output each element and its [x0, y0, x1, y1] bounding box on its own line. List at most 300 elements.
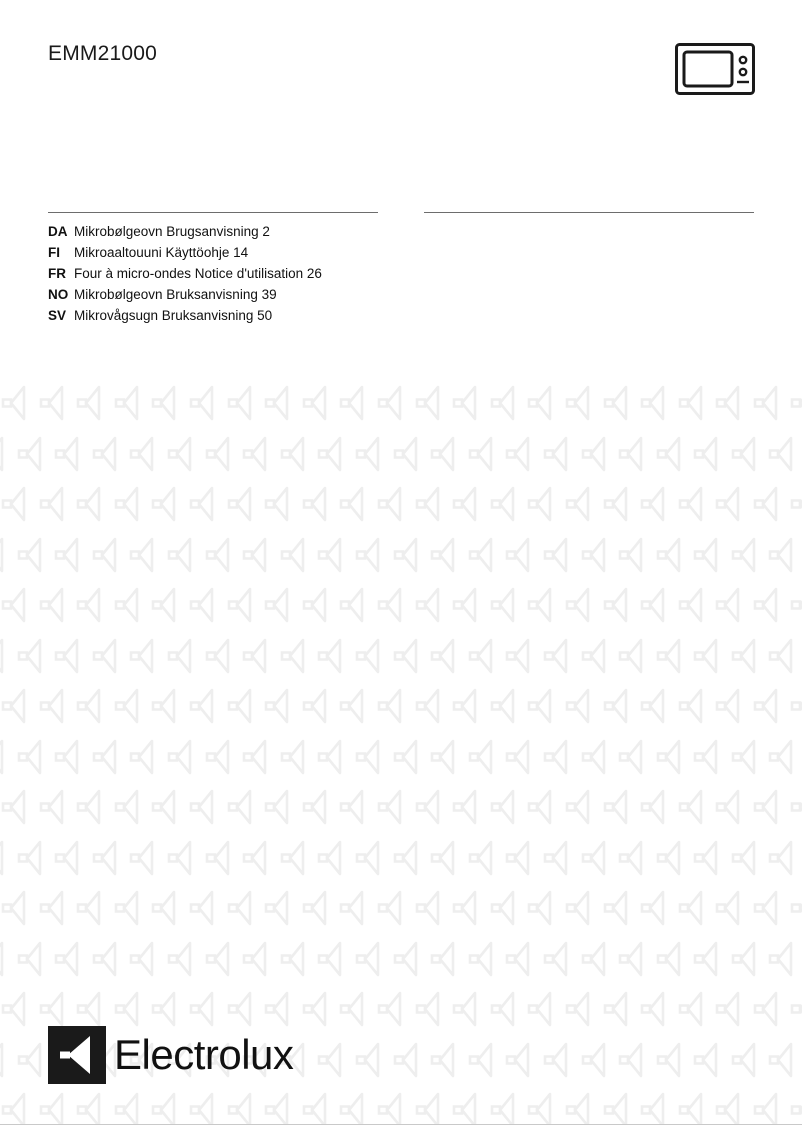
electrolux-logo-mark: [113, 788, 151, 826]
list-item: [48, 224, 448, 245]
electrolux-logo-mark: [767, 738, 802, 776]
electrolux-logo-mark: [226, 1091, 264, 1124]
electrolux-logo-mark: [489, 687, 527, 725]
electrolux-logo-mark: [692, 1041, 730, 1079]
electrolux-logo-mark: [677, 1091, 715, 1124]
electrolux-logo-mark: [0, 889, 38, 927]
electrolux-logo-mark: [580, 435, 618, 473]
electrolux-logo-mark: [489, 889, 527, 927]
electrolux-logo-mark: [0, 940, 16, 978]
electrolux-logo-mark: [655, 940, 693, 978]
electrolux-logo-mark: [414, 788, 452, 826]
electrolux-logo-mark: [0, 586, 38, 624]
electrolux-logo-mark: [75, 889, 113, 927]
electrolux-logo-mark: [75, 1091, 113, 1124]
electrolux-logo-mark: [226, 788, 264, 826]
electrolux-logo-mark: [677, 485, 715, 523]
electrolux-logo-mark: [752, 586, 790, 624]
electrolux-logo-mark: [113, 990, 151, 1028]
electrolux-logo-mark: [316, 435, 354, 473]
electrolux-logo-mark: [75, 990, 113, 1028]
electrolux-logo-mark: [414, 384, 452, 422]
electrolux-logo-mark: [655, 536, 693, 574]
watermark-row: [0, 530, 802, 581]
electrolux-logo-mark: [580, 1041, 618, 1079]
electrolux-logo-mark: [150, 384, 188, 422]
electrolux-logo-mark: [354, 1041, 392, 1079]
electrolux-logo-mark: [602, 687, 640, 725]
electrolux-logo-mark: [150, 485, 188, 523]
electrolux-logo-mark: [263, 889, 301, 927]
electrolux-logo-mark: [714, 990, 752, 1028]
electrolux-logo-mark: [38, 990, 76, 1028]
electrolux-logo-mark: [91, 940, 129, 978]
electrolux-logo-mark: [542, 839, 580, 877]
electrolux-logo-mark: [542, 536, 580, 574]
electrolux-logo-mark: [16, 536, 54, 574]
electrolux-logo-mark: [451, 1091, 489, 1124]
electrolux-logo-mark: [564, 586, 602, 624]
electrolux-logo-mark: [767, 637, 802, 675]
electrolux-logo-mark: [639, 990, 677, 1028]
electrolux-logo-mark: [677, 990, 715, 1028]
electrolux-logo-mark: [564, 687, 602, 725]
electrolux-logo-mark: [677, 687, 715, 725]
electrolux-logo-mark: [714, 889, 752, 927]
electrolux-logo-mark: [354, 940, 392, 978]
electrolux-logo-mark: [316, 839, 354, 877]
electrolux-logo-mark: [429, 536, 467, 574]
electrolux-logo-mark: [752, 1091, 790, 1124]
electrolux-logo-mark: [0, 637, 16, 675]
electrolux-logo-mark: [226, 889, 264, 927]
electrolux-logo-mark: [113, 889, 151, 927]
electrolux-logo-mark: [414, 990, 452, 1028]
electrolux-logo-mark: [38, 586, 76, 624]
electrolux-logo-mark: [91, 839, 129, 877]
electrolux-logo-mark: [263, 687, 301, 725]
electrolux-logo-mark: [188, 990, 226, 1028]
electrolux-logo-mark: [714, 788, 752, 826]
electrolux-logo-mark: [316, 536, 354, 574]
electrolux-logo-mark: [692, 738, 730, 776]
electrolux-logo-mark: [53, 839, 91, 877]
electrolux-logo-mark: [730, 637, 768, 675]
electrolux-logo-mark: [376, 687, 414, 725]
watermark-row: [0, 833, 802, 884]
electrolux-logo-mark: [714, 1091, 752, 1124]
electrolux-logo-mark: [392, 738, 430, 776]
electrolux-logo-mark: [429, 940, 467, 978]
electrolux-logo-mark: [376, 485, 414, 523]
electrolux-logo-mark: [204, 839, 242, 877]
electrolux-logo-mark: [226, 687, 264, 725]
electrolux-logo-mark: [467, 940, 505, 978]
electrolux-logo-mark: [113, 485, 151, 523]
electrolux-logo-mark: [639, 384, 677, 422]
language-title: Mikroaaltouuni Käyttöohje 14: [74, 245, 249, 260]
electrolux-logo-mark: [467, 637, 505, 675]
electrolux-logo-mark: [279, 637, 317, 675]
divider-left: [48, 212, 378, 213]
watermark-row: [0, 732, 802, 783]
electrolux-logo-mark: [414, 1091, 452, 1124]
electrolux-logo-mark: [354, 435, 392, 473]
electrolux-logo-mark: [75, 788, 113, 826]
electrolux-logo-mark: [714, 485, 752, 523]
electrolux-logo-mark: [16, 738, 54, 776]
electrolux-logo-mark: [301, 384, 339, 422]
electrolux-logo-mark: [301, 687, 339, 725]
electrolux-logo-mark: [150, 1091, 188, 1124]
electrolux-logo-mark: [128, 637, 166, 675]
electrolux-logo-mark: [580, 839, 618, 877]
electrolux-logo-mark: [188, 788, 226, 826]
electrolux-logo-mark: [767, 839, 802, 877]
electrolux-logo-mark: [166, 738, 204, 776]
electrolux-logo-mark: [279, 738, 317, 776]
watermark-row: [0, 479, 802, 530]
electrolux-logo-mark: [338, 990, 376, 1028]
electrolux-logo-mark: [166, 839, 204, 877]
list-item: [48, 245, 448, 266]
electrolux-logo-mark: [392, 536, 430, 574]
watermark-row: [0, 429, 802, 480]
electrolux-logo-mark: [767, 940, 802, 978]
brand-logo: [48, 1026, 293, 1084]
electrolux-logo-mark: [75, 485, 113, 523]
divider-right: [424, 212, 754, 213]
list-item: [48, 266, 448, 287]
electrolux-logo-mark: [0, 839, 16, 877]
electrolux-logo-mark: [789, 1091, 802, 1124]
electrolux-logo-mark: [580, 536, 618, 574]
electrolux-logo-mark: [392, 940, 430, 978]
electrolux-logo-mark: [730, 940, 768, 978]
electrolux-logo-mark: [542, 1041, 580, 1079]
electrolux-logo-mark: [414, 889, 452, 927]
electrolux-logo-mark: [128, 738, 166, 776]
electrolux-logo-mark: [451, 889, 489, 927]
electrolux-logo-mark: [504, 536, 542, 574]
electrolux-logo-mark: [188, 889, 226, 927]
electrolux-logo-mark: [429, 1041, 467, 1079]
electrolux-logo-mark: [617, 435, 655, 473]
electrolux-logo-mark: [429, 435, 467, 473]
electrolux-logo-mark: [602, 1091, 640, 1124]
electrolux-logo-mark: [730, 839, 768, 877]
electrolux-logo-mark: [316, 738, 354, 776]
electrolux-logo-mark: [602, 384, 640, 422]
electrolux-logo-mark: [692, 435, 730, 473]
electrolux-logo-mark: [53, 536, 91, 574]
electrolux-logo-mark: [241, 738, 279, 776]
electrolux-logo-mark: [467, 536, 505, 574]
electrolux-logo-mark: [789, 788, 802, 826]
electrolux-logo-mark: [316, 637, 354, 675]
electrolux-logo-mark: [730, 435, 768, 473]
electrolux-logo-mark: [263, 485, 301, 523]
language-code: NO: [48, 287, 69, 302]
electrolux-logo-mark: [301, 586, 339, 624]
electrolux-logo-mark: [451, 485, 489, 523]
electrolux-logo-mark: [53, 637, 91, 675]
electrolux-logo-mark: [617, 1041, 655, 1079]
electrolux-logo-mark: [263, 990, 301, 1028]
electrolux-logo-mark: [564, 485, 602, 523]
electrolux-logo-mark: [789, 889, 802, 927]
electrolux-logo-mark: [16, 637, 54, 675]
electrolux-logo-mark: [655, 839, 693, 877]
electrolux-logo-mark: [504, 637, 542, 675]
electrolux-logo-mark: [489, 788, 527, 826]
electrolux-logo-mark: [639, 889, 677, 927]
electrolux-logo-mark: [279, 940, 317, 978]
electrolux-logo-mark: [0, 536, 16, 574]
electrolux-logo-mark: [429, 738, 467, 776]
electrolux-logo-mark: [714, 586, 752, 624]
electrolux-logo-mark: [0, 384, 38, 422]
electrolux-logo-mark: [316, 940, 354, 978]
electrolux-logo-mark: [752, 788, 790, 826]
electrolux-logo-mark: [263, 1091, 301, 1124]
electrolux-logo-mark: [226, 384, 264, 422]
electrolux-logo-mark: [392, 839, 430, 877]
electrolux-logo-mark: [338, 788, 376, 826]
electrolux-logo-mark: [0, 1041, 16, 1079]
electrolux-logo-mark: [526, 485, 564, 523]
language-title: Mikrobølgeovn Brugsanvisning 2: [74, 224, 270, 239]
electrolux-logo-mark: [0, 788, 38, 826]
electrolux-logo-mark: [542, 940, 580, 978]
language-code: SV: [48, 308, 67, 323]
electrolux-logo-mark: [128, 839, 166, 877]
electrolux-logo-mark: [338, 384, 376, 422]
electrolux-logo-mark: [354, 738, 392, 776]
electrolux-logo-mark: [354, 637, 392, 675]
electrolux-logo-mark: [188, 384, 226, 422]
electrolux-logo-mark: [226, 990, 264, 1028]
electrolux-logo-mark: [316, 1041, 354, 1079]
electrolux-logo-mark: [166, 637, 204, 675]
electrolux-logo-mark: [188, 586, 226, 624]
electrolux-logo-mark: [226, 485, 264, 523]
electrolux-logo-mark: [301, 990, 339, 1028]
electrolux-logo-mark: [789, 687, 802, 725]
electrolux-logo-mark: [602, 485, 640, 523]
electrolux-logo-mark: [564, 990, 602, 1028]
electrolux-logo-mark: [263, 384, 301, 422]
electrolux-logo-mark: [392, 1041, 430, 1079]
electrolux-logo-mark: [602, 889, 640, 927]
language-code: DA: [48, 224, 68, 239]
electrolux-logo-mark: [504, 940, 542, 978]
electrolux-logo-mark: [692, 637, 730, 675]
electrolux-logo-mark: [263, 586, 301, 624]
electrolux-logo-mark: [752, 990, 790, 1028]
list-item: [48, 308, 448, 329]
electrolux-logo-mark: [602, 586, 640, 624]
electrolux-logo-mark: [617, 637, 655, 675]
electrolux-logo-mark: [789, 586, 802, 624]
electrolux-logo-mark: [467, 435, 505, 473]
electrolux-logo-mark: [166, 536, 204, 574]
electrolux-logo-mark: [714, 687, 752, 725]
electrolux-logo-mark: [526, 1091, 564, 1124]
page-title: EMM21000: [48, 42, 157, 65]
electrolux-logo-mark: [376, 586, 414, 624]
electrolux-logo-mark: [204, 738, 242, 776]
electrolux-logo-mark: [150, 990, 188, 1028]
electrolux-logo-mark: [301, 788, 339, 826]
electrolux-logo-mark: [414, 485, 452, 523]
brand-name: Electrolux: [114, 1031, 294, 1078]
electrolux-logo-mark: [113, 687, 151, 725]
electrolux-logo-mark: [188, 687, 226, 725]
watermark-row: [0, 934, 802, 985]
electrolux-logo-mark: [504, 738, 542, 776]
electrolux-logo-mark: [338, 1091, 376, 1124]
electrolux-logo-mark: [602, 788, 640, 826]
electrolux-logo-mark: [429, 839, 467, 877]
electrolux-logo-mark: [0, 1091, 38, 1124]
electrolux-logo-mark: [504, 1041, 542, 1079]
electrolux-logo-mark: [166, 435, 204, 473]
electrolux-logo-mark: [617, 940, 655, 978]
electrolux-logo-mark: [338, 889, 376, 927]
electrolux-logo-mark: [166, 940, 204, 978]
electrolux-logo-mark: [376, 788, 414, 826]
electrolux-logo-mark: [128, 940, 166, 978]
electrolux-logo-mark: [338, 687, 376, 725]
electrolux-logo-mark: [489, 485, 527, 523]
electrolux-logo-mark: [150, 889, 188, 927]
electrolux-logo-mark: [526, 990, 564, 1028]
electrolux-logo-mark: [639, 788, 677, 826]
electrolux-logo-mark: [0, 435, 16, 473]
watermark-pattern: [0, 378, 802, 1124]
electrolux-logo-mark-icon: [48, 1026, 106, 1084]
electrolux-logo-mark: [150, 788, 188, 826]
electrolux-logo-mark: [489, 990, 527, 1028]
language-code: FR: [48, 266, 66, 281]
electrolux-logo-mark: [752, 485, 790, 523]
electrolux-logo-mark: [789, 384, 802, 422]
electrolux-logo-mark: [128, 536, 166, 574]
electrolux-logo-mark: [75, 384, 113, 422]
electrolux-logo-mark: [789, 485, 802, 523]
electrolux-logo-mark: [376, 1091, 414, 1124]
electrolux-logo-mark: [489, 1091, 527, 1124]
electrolux-logo-mark: [16, 435, 54, 473]
electrolux-logo-mark: [617, 839, 655, 877]
language-title: Four à micro-ondes Notice d'utilisation 26: [74, 266, 322, 281]
electrolux-logo-mark: [789, 990, 802, 1028]
electrolux-logo-mark: [617, 738, 655, 776]
electrolux-logo-mark: [279, 435, 317, 473]
electrolux-logo-mark: [241, 536, 279, 574]
electrolux-logo-mark: [188, 1091, 226, 1124]
electrolux-logo-mark: [677, 586, 715, 624]
electrolux-logo-mark: [752, 889, 790, 927]
electrolux-logo-mark: [91, 637, 129, 675]
electrolux-logo-mark: [38, 889, 76, 927]
microwave-oven-icon: [675, 43, 755, 95]
electrolux-logo-mark: [526, 889, 564, 927]
electrolux-logo-mark: [677, 889, 715, 927]
electrolux-logo-mark: [53, 940, 91, 978]
electrolux-logo-mark: [241, 839, 279, 877]
electrolux-logo-mark: [38, 384, 76, 422]
electrolux-logo-mark: [752, 384, 790, 422]
electrolux-logo-mark: [0, 738, 16, 776]
electrolux-logo-mark: [263, 788, 301, 826]
electrolux-logo-mark: [241, 435, 279, 473]
electrolux-logo-mark: [38, 485, 76, 523]
electrolux-logo-mark: [730, 1041, 768, 1079]
language-title: Mikrovågsugn Bruksanvisning 50: [74, 308, 273, 323]
electrolux-logo-mark: [429, 637, 467, 675]
electrolux-logo-mark: [204, 940, 242, 978]
electrolux-logo-mark: [602, 990, 640, 1028]
electrolux-logo-mark: [414, 687, 452, 725]
electrolux-logo-mark: [451, 586, 489, 624]
electrolux-logo-mark: [0, 687, 38, 725]
electrolux-logo-mark: [16, 940, 54, 978]
electrolux-logo-mark: [767, 536, 802, 574]
electrolux-logo-mark: [580, 637, 618, 675]
electrolux-logo-mark: [526, 687, 564, 725]
footer-divider: [0, 1124, 802, 1125]
electrolux-logo-mark: [0, 485, 38, 523]
watermark-row: [0, 1085, 802, 1124]
electrolux-logo-mark: [188, 485, 226, 523]
electrolux-logo-mark: [542, 637, 580, 675]
electrolux-logo-mark: [639, 586, 677, 624]
electrolux-logo-mark: [504, 839, 542, 877]
electrolux-logo-mark: [677, 788, 715, 826]
electrolux-logo-mark: [376, 889, 414, 927]
watermark-row: [0, 378, 802, 429]
electrolux-logo-mark: [489, 586, 527, 624]
electrolux-logo-mark: [467, 839, 505, 877]
electrolux-logo-mark: [504, 435, 542, 473]
electrolux-logo-mark: [655, 1041, 693, 1079]
electrolux-logo-mark: [128, 435, 166, 473]
electrolux-logo-mark: [692, 839, 730, 877]
electrolux-logo-mark: [91, 738, 129, 776]
electrolux-logo-mark: [38, 1091, 76, 1124]
electrolux-logo-mark: [392, 637, 430, 675]
electrolux-logo-mark: [150, 586, 188, 624]
electrolux-logo-mark: [639, 687, 677, 725]
electrolux-logo-mark: [542, 738, 580, 776]
electrolux-logo-mark: [113, 1091, 151, 1124]
watermark-row: [0, 782, 802, 833]
electrolux-logo-mark: [639, 1091, 677, 1124]
electrolux-logo-mark: [767, 1041, 802, 1079]
electrolux-logo-mark: [692, 536, 730, 574]
electrolux-logo-mark: [617, 536, 655, 574]
electrolux-logo-mark: [580, 940, 618, 978]
electrolux-logo-mark: [38, 687, 76, 725]
electrolux-logo-mark: [204, 637, 242, 675]
electrolux-logo-mark: [241, 637, 279, 675]
electrolux-logo-mark: [338, 485, 376, 523]
electrolux-logo-mark: [414, 586, 452, 624]
electrolux-logo-mark: [338, 586, 376, 624]
electrolux-logo-mark: [564, 889, 602, 927]
